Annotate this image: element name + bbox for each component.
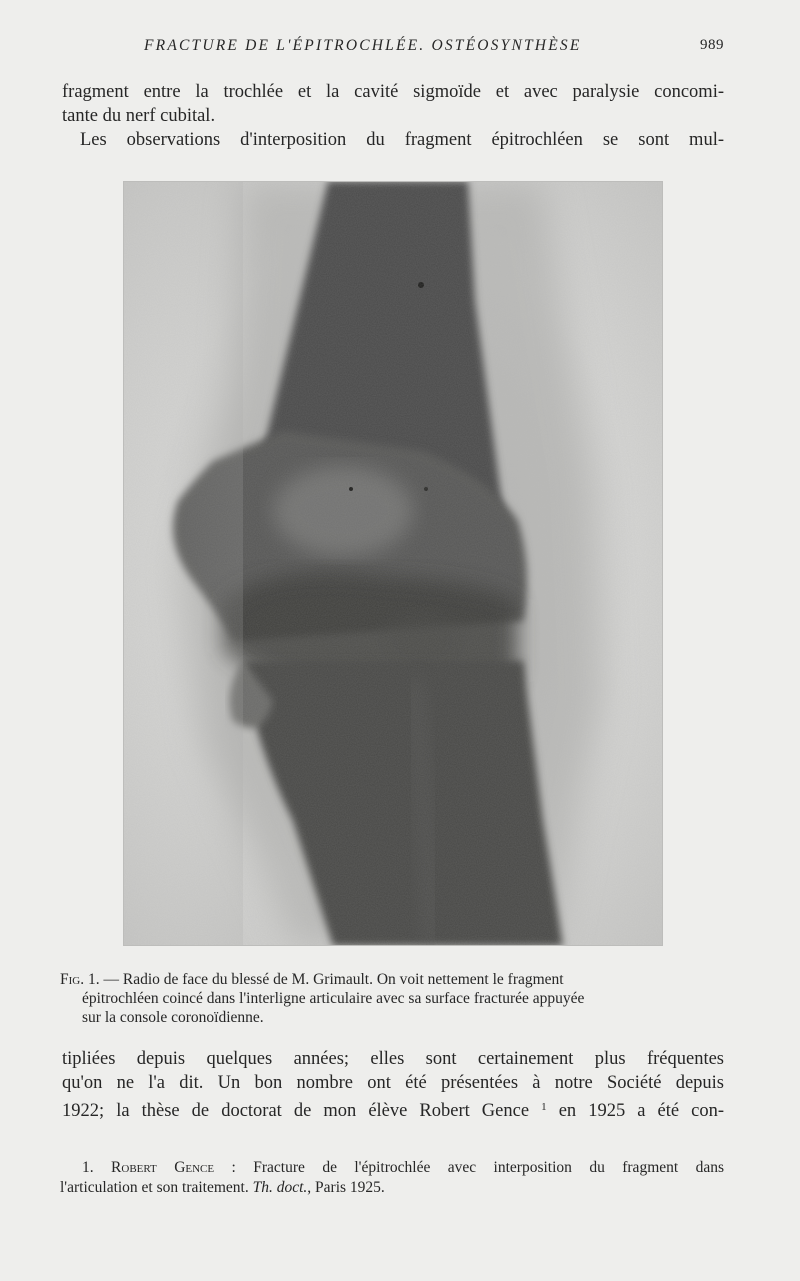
footnote-reference[interactable]: 1	[541, 1101, 547, 1113]
text-line: tante du nerf cubital.	[62, 106, 216, 126]
text-segment: en 1925 a été con-	[558, 1101, 725, 1121]
caption-text: épitrochléen coincé dans l'interligne articulaire avec sa surface fracturée appuyée	[82, 990, 585, 1007]
caption-text: sur la console coronoïdienne.	[82, 1009, 264, 1026]
text-line: qu'on ne l'a dit. Un bon nombre ont été présentées à notre Société depuis	[62, 1073, 724, 1093]
text-segment: 1922; la thèse de doctorat de mon élève Robert Gence	[62, 1101, 530, 1121]
footnote	[60, 1158, 724, 1198]
footnote-text: l'articulation et son traitement.	[60, 1179, 249, 1196]
page-number: 989	[700, 37, 724, 53]
text-line: fragment entre la trochlée et la cavité sigmoïde et avec paralysie concomi-	[62, 82, 724, 102]
elbow-xray-image	[123, 181, 663, 946]
caption-text: — Radio de face du blessé de M. Grimault. On voit nettement le fragment	[103, 971, 564, 988]
footnote-number: 1.	[82, 1159, 94, 1176]
footnote-author: Robert Gence	[111, 1159, 215, 1176]
body-paragraph-bottom	[62, 1047, 724, 1123]
footnote-text: : Fracture de l'épitrochlée avec interposition du fragment dans	[231, 1159, 725, 1176]
body-paragraph-top	[62, 80, 724, 152]
text-line	[62, 1095, 724, 1123]
footnote-text: , Paris 1925.	[307, 1179, 385, 1196]
text-line: tipliées depuis quelques années; elles sont certainement plus fréquentes	[62, 1049, 724, 1069]
running-head	[62, 37, 724, 57]
footnote-italic: Th. doct.	[252, 1179, 308, 1196]
text-line: Les observations d'interposition du fragment épitrochléen se sont mul-	[80, 130, 724, 150]
running-title: FRACTURE DE L'ÉPITROCHLÉE. OSTÉOSYNTHÈSE	[144, 37, 582, 54]
figure-label: Fig. 1.	[60, 971, 100, 988]
xray-figure	[123, 181, 663, 946]
figure-caption	[60, 970, 724, 1027]
